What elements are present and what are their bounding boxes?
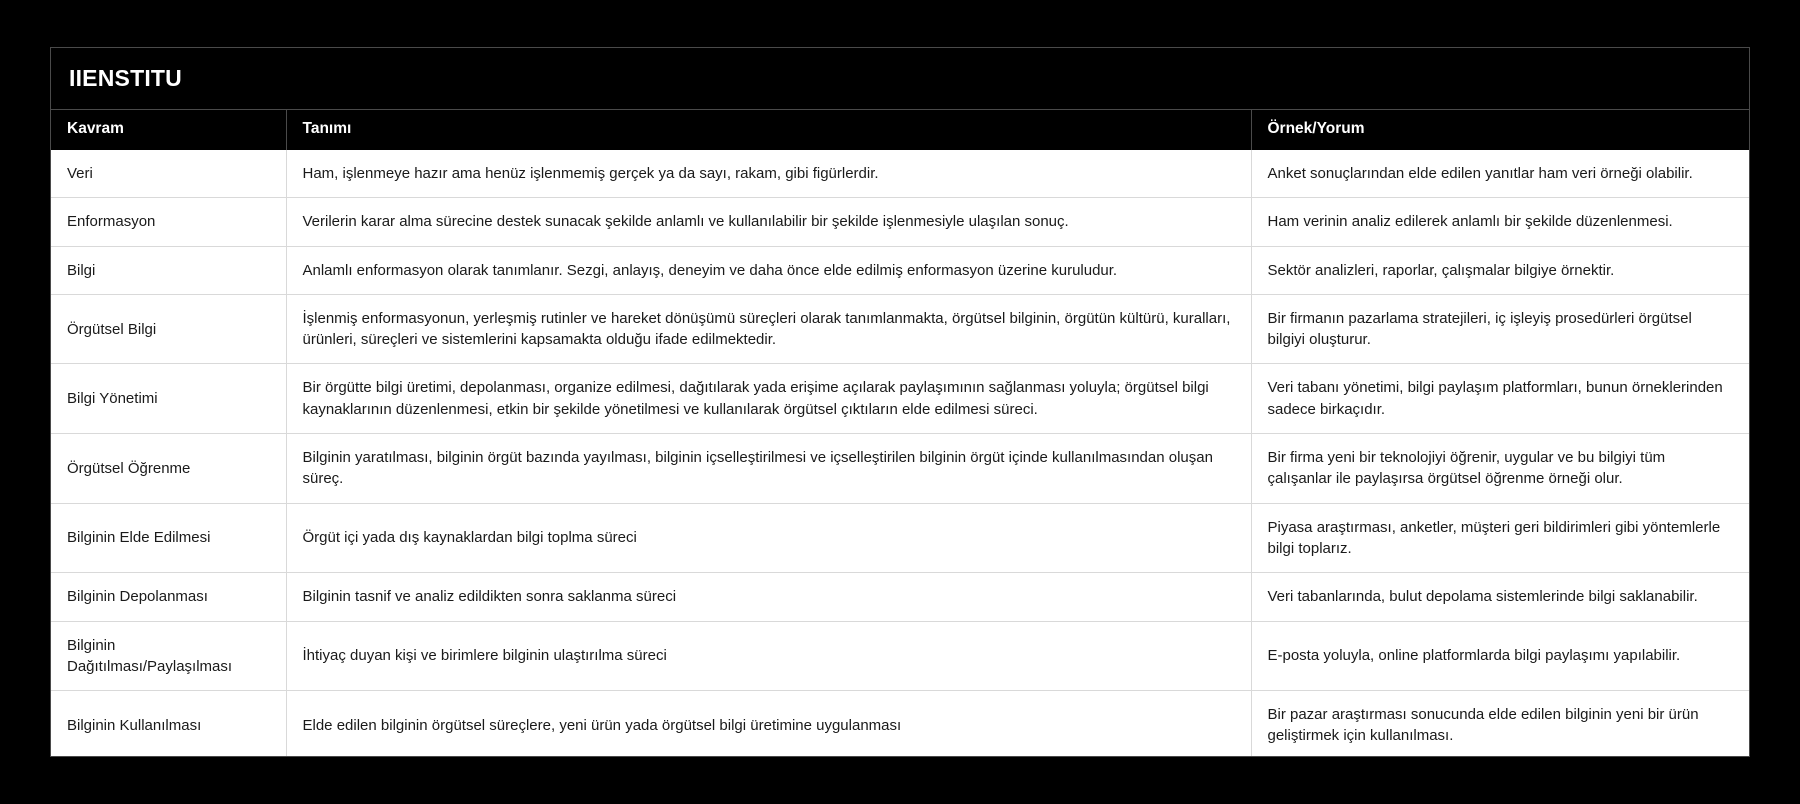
cell-kavram: Bilginin Dağıtılması/Paylaşılması (51, 621, 286, 691)
cell-tanim: Verilerin karar alma sürecine destek sunacak şekilde anlamlı ve kullanılabilir bir şekilde işlenmesiyle ulaşılan sonuç. (286, 198, 1251, 246)
column-header-kavram: Kavram (51, 110, 286, 150)
table-row (51, 691, 1749, 757)
cell-ornek: Veri tabanlarında, bulut depolama sistemlerinde bilgi saklanabilir. (1251, 573, 1749, 621)
cell-ornek: Sektör analizleri, raporlar, çalışmalar bilgiye örnektir. (1251, 246, 1749, 294)
cell-tanim: Ham, işlenmeye hazır ama henüz işlenmemiş gerçek ya da sayı, rakam, gibi figürlerdir. (286, 150, 1251, 198)
cell-kavram: Enformasyon (51, 198, 286, 246)
cell-tanim: Bilginin tasnif ve analiz edildikten sonra saklanma süreci (286, 573, 1251, 621)
cell-tanim: Örgüt içi yada dış kaynaklardan bilgi toplma süreci (286, 503, 1251, 573)
cell-kavram: Bilginin Elde Edilmesi (51, 503, 286, 573)
table-row (51, 150, 1749, 198)
table-header-row (51, 110, 1749, 150)
cell-kavram: Bilgi (51, 246, 286, 294)
table-row (51, 573, 1749, 621)
table-row (51, 198, 1749, 246)
table-body (51, 150, 1749, 757)
cell-tanim: Bilginin yaratılması, bilginin örgüt bazında yayılması, bilginin içselleştirilmesi ve içselleştirilen bilginin örgüt içinde kullanılmasından oluşan süreç. (286, 434, 1251, 504)
cell-kavram: Örgütsel Bilgi (51, 294, 286, 364)
column-header-ornek: Örnek/Yorum (1251, 110, 1749, 150)
cell-ornek: Anket sonuçlarından elde edilen yanıtlar ham veri örneği olabilir. (1251, 150, 1749, 198)
table-row (51, 621, 1749, 691)
concepts-table (51, 110, 1749, 757)
cell-kavram: Bilgi Yönetimi (51, 364, 286, 434)
cell-tanim: İşlenmiş enformasyonun, yerleşmiş rutinler ve hareket dönüşümü süreçleri olarak tanımlanmakta, örgütsel bilginin, örgütün kültürü, kuralları, ürünleri, süreçleri ve sistemlerini kapsamakta olduğu ifade edilmektedir. (286, 294, 1251, 364)
cell-ornek: Bir firmanın pazarlama stratejileri, iç işleyiş prosedürleri örgütsel bilgiyi oluşturur. (1251, 294, 1749, 364)
table-row (51, 364, 1749, 434)
table-row (51, 434, 1749, 504)
table-row (51, 246, 1749, 294)
cell-ornek: Bir firma yeni bir teknolojiyi öğrenir, uygular ve bu bilgiyi tüm çalışanlar ile paylaşırsa örgütsel öğrenme örneği olur. (1251, 434, 1749, 504)
cell-tanim: İhtiyaç duyan kişi ve birimlere bilginin ulaştırılma süreci (286, 621, 1251, 691)
cell-tanim: Anlamlı enformasyon olarak tanımlanır. Sezgi, anlayış, deneyim ve daha önce elde edilmiş enformasyon üzerine kuruludur. (286, 246, 1251, 294)
column-header-tanim: Tanımı (286, 110, 1251, 150)
table-row (51, 503, 1749, 573)
brand-title: IIENSTITU (69, 65, 182, 91)
cell-ornek: Piyasa araştırması, anketler, müşteri geri bildirimleri gibi yöntemlerle bilgi toplarız. (1251, 503, 1749, 573)
cell-ornek: Ham verinin analiz edilerek anlamlı bir şekilde düzenlenmesi. (1251, 198, 1749, 246)
cell-tanim: Bir örgütte bilgi üretimi, depolanması, organize edilmesi, dağıtılarak yada erişime açılarak paylaşımının sağlanması yoluyla; örgütsel bilgi kaynaklarının düzenlenmesi, etkin bir şekilde yönetilmesi ve kullanılarak örgütsel çıktıların elde edilmesi süreci. (286, 364, 1251, 434)
cell-ornek: Veri tabanı yönetimi, bilgi paylaşım platformları, bunun örneklerinden sadece birkaçıdır. (1251, 364, 1749, 434)
table-row (51, 294, 1749, 364)
cell-ornek: Bir pazar araştırması sonucunda elde edilen bilginin yeni bir ürün geliştirmek için kullanılması. (1251, 691, 1749, 757)
cell-kavram: Örgütsel Öğrenme (51, 434, 286, 504)
cell-kavram: Bilginin Kullanılması (51, 691, 286, 757)
brand-header (51, 48, 1749, 110)
cell-kavram: Bilginin Depolanması (51, 573, 286, 621)
cell-kavram: Veri (51, 150, 286, 198)
knowledge-management-table-card (50, 47, 1750, 757)
table-header (51, 110, 1749, 150)
cell-tanim: Elde edilen bilginin örgütsel süreçlere, yeni ürün yada örgütsel bilgi üretimine uygulanması (286, 691, 1251, 757)
cell-ornek: E-posta yoluyla, online platformlarda bilgi paylaşımı yapılabilir. (1251, 621, 1749, 691)
